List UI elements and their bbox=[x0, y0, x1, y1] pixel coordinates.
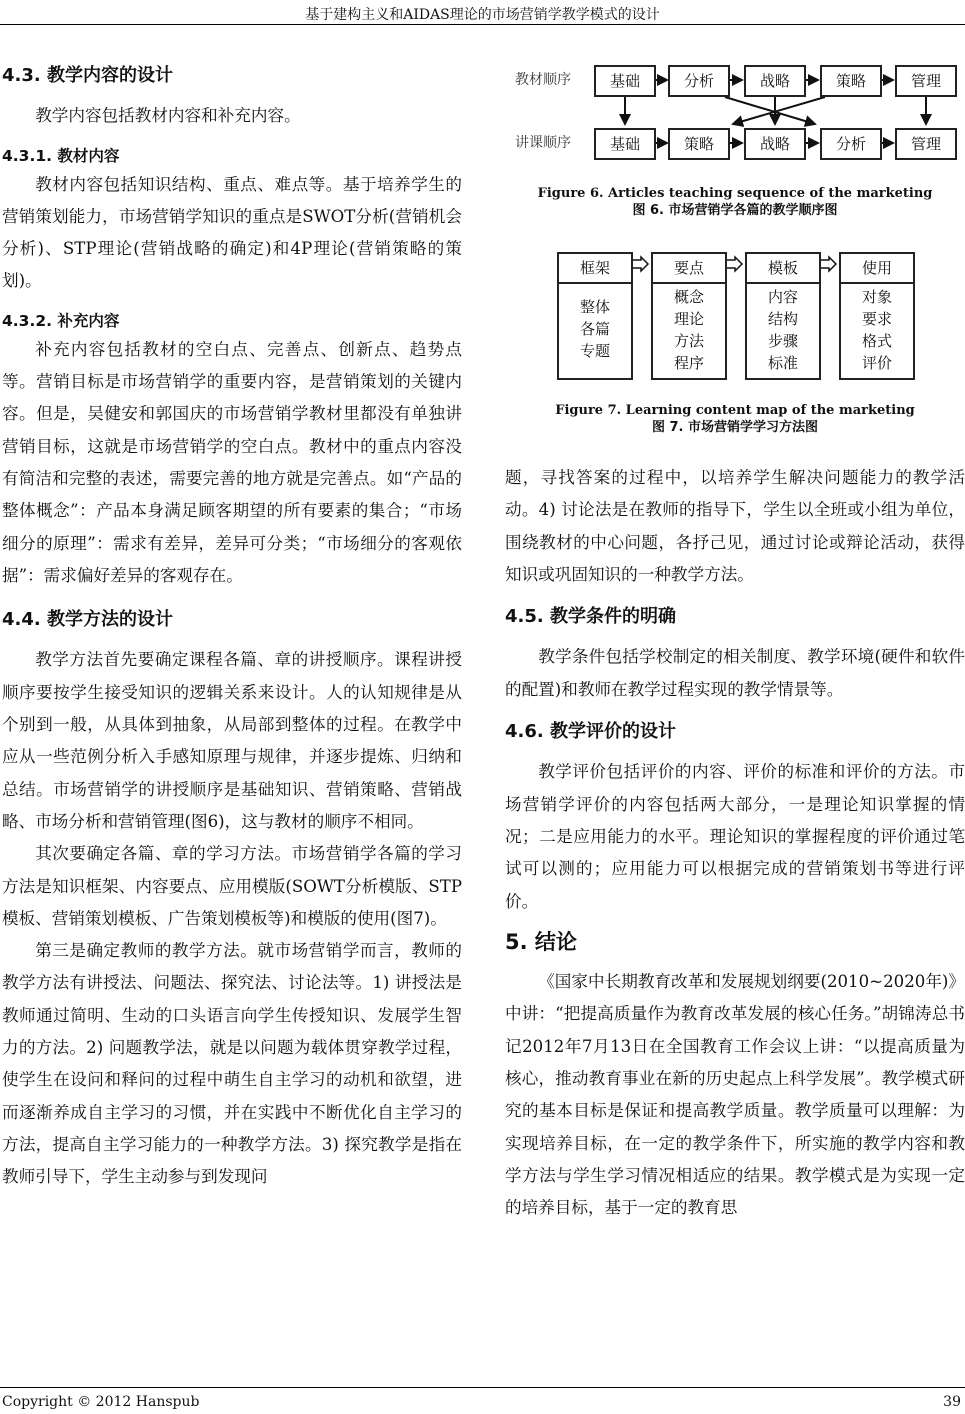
running-header: 基于建构主义和AIDAS理论的市场营销学教学模式的设计 bbox=[305, 7, 660, 23]
content-map-column bbox=[651, 252, 727, 380]
caption-zh: 图 6. 市场营销学各篇的教学顺序图 bbox=[632, 203, 838, 218]
box-row2: 战略 bbox=[744, 128, 806, 160]
content-map-column bbox=[745, 252, 821, 380]
box-row2: 基础 bbox=[594, 128, 656, 160]
box-row1: 策略 bbox=[820, 65, 882, 97]
subsection-heading: 4.3.1. 教材内容 bbox=[2, 146, 120, 165]
section-heading: 4.6. 教学评价的设计 bbox=[505, 721, 676, 743]
paragraph: 教材内容包括知识结构、重点、难点等。基于培养学生的营销策划能力，市场营销学知识的重点是SWOT分析(营销机会分析)、STP理论(营销战略的确定)和4P理论(营销策略的策划)。 bbox=[2, 174, 462, 291]
section-heading: 4.3. 教学内容的设计 bbox=[2, 65, 173, 86]
copyright: Copyright © 2012 Hanspub bbox=[2, 1394, 200, 1410]
column-title: 要点 bbox=[653, 254, 725, 284]
row-label-lecture-order: 讲课顺序 bbox=[515, 135, 571, 151]
caption-en: Figure 7. Learning content map of the marketing bbox=[555, 403, 915, 418]
column-items: 对象 要求 格式 评价 bbox=[861, 288, 892, 372]
page-number: 39 bbox=[943, 1394, 961, 1410]
left-column bbox=[2, 56, 462, 1194]
paragraph: 教学内容包括教材内容和补充内容。 bbox=[35, 106, 301, 126]
figure-6-diagram bbox=[505, 55, 965, 165]
paragraph: 题，寻找答案的过程中，以培养学生解决问题能力的教学活动。4) 讨论法是在教师的指导下，学生以全班或小组为单位，围绕教材的中心问题，各抒己见，通过讨论或辩论活动，获得知识或巩固知识的一种教学方法。 bbox=[505, 468, 965, 584]
section-heading: 4.5. 教学条件的明确 bbox=[505, 606, 676, 628]
box-row2: 分析 bbox=[820, 128, 882, 160]
figure-7-caption bbox=[505, 402, 965, 436]
caption-en: Figure 6. Articles teaching sequence of the marketing bbox=[537, 186, 933, 201]
paragraph: 补充内容包括教材的空白点、完善点、创新点、趋势点等。营销目标是市场营销学的重要内容，是营销策划的关键内容。但是，吴健安和郭国庆的市场营销学教材里都没有单独讲营销目标，这就是市场营销学的空白点。教材中的重点内容没有简洁和完整的表述，需要完善的地方就是完善点。如“产品的整体概念”：产品本身满足顾客期望的所有要素的集合；“市场细分的原理”：需求有差异，差异可分类；“市场细分的客观依据”：需求偏好差异的客观存在。 bbox=[2, 339, 462, 585]
header-rule bbox=[0, 24, 965, 25]
paragraph: 教学方法首先要确定课程各篇、章的讲授顺序。课程讲授顺序要按学生接受知识的逻辑关系来设计。人的认知规律是从个别到一般，从具体到抽象，从局部到整体的过程。在教学中应从一些范例分析入手感知原理与规律，并逐步提炼、归纳和总结。市场营销学的讲授顺序是基础知识、营销策略、营销战略、市场分析和营销管理(图6)，这与教材的顺序不相同。 bbox=[2, 650, 462, 831]
paragraph: 《国家中长期教育改革和发展规划纲要(2010~2020年)》中讲：“把提高质量作为教育改革发展的核心任务。”胡锦涛总书记2012年7月13日在全国教育工作会议上讲：“以提高质量为核心，推动教育事业在新的历史起点上科学发展”。教学模式研究的基本目标是保证和提高教学质量。教学质量可以理解：为实现培养目标，在一定的教学条件下，所实施的教学内容和教学方法与学生学习情况相适应的结果。教学模式是为实现一定的培养目标，基于一定的教育思 bbox=[505, 972, 965, 1218]
box-row1: 战略 bbox=[744, 65, 806, 97]
column-title: 使用 bbox=[841, 254, 913, 284]
figure-7-diagram bbox=[505, 250, 965, 380]
section-heading: 4.4. 教学方法的设计 bbox=[2, 609, 173, 631]
subsection-heading: 4.3.2. 补充内容 bbox=[2, 311, 120, 330]
box-row1: 管理 bbox=[895, 65, 957, 97]
caption-zh: 图 7. 市场营销学学习方法图 bbox=[651, 420, 819, 435]
content-map-column bbox=[557, 252, 633, 380]
footer-rule bbox=[0, 1387, 965, 1388]
figure-6-caption bbox=[505, 185, 965, 219]
box-row1: 基础 bbox=[594, 65, 656, 97]
row-label-textbook-order: 教材顺序 bbox=[515, 72, 571, 88]
column-items: 整体 各篇 专题 bbox=[579, 298, 610, 360]
box-row1: 分析 bbox=[668, 65, 730, 97]
column-items: 概念 理论 方法 程序 bbox=[673, 288, 704, 372]
section-heading: 5. 结论 bbox=[505, 929, 577, 954]
box-row2: 策略 bbox=[668, 128, 730, 160]
paragraph: 教学评价包括评价的内容、评价的标准和评价的方法。市场营销学评价的内容包括两大部分，一是理论知识掌握的情况；二是应用能力的水平。理论知识的掌握程度的评价通过笔试可以测的；应用能力可以根据完成的营销策划书等进行评价。 bbox=[505, 762, 965, 911]
paragraph: 其次要确定各篇、章的学习方法。市场营销学各篇的学习方法是知识框架、内容要点、应用模版(SOWT分析模版、STP模板、营销策划模板、广告策划模板等)和模版的使用(图7)。 bbox=[2, 844, 462, 928]
column-title: 框架 bbox=[559, 254, 631, 284]
paragraph: 第三是确定教师的教学方法。就市场营销学而言，教师的教学方法有讲授法、问题法、探究法、讨论法等。1) 讲授法是教师通过简明、生动的口头语言向学生传授知识、发展学生智力的方法。2) 问题教学法，就是以问题为载体贯穿教学过程，使学生在设问和释问的过程中萌生自主学习的动机和欲望，进而逐渐养成自主学习的习惯，并在实践中不断优化自主学习的方法，提高自主学习能力的一种教学方法。3) 探究教学是指在教师引导下，学生主动参与到发现问 bbox=[2, 941, 462, 1187]
box-row2: 管理 bbox=[895, 128, 957, 160]
column-items: 内容 结构 步骤 标准 bbox=[767, 288, 798, 372]
paragraph: 教学条件包括学校制定的相关制度、教学环境(硬件和软件的配置)和教师在教学过程实现的教学情景等。 bbox=[505, 647, 965, 699]
right-column bbox=[505, 462, 965, 1225]
content-map-column bbox=[839, 252, 915, 380]
column-title: 模板 bbox=[747, 254, 819, 284]
